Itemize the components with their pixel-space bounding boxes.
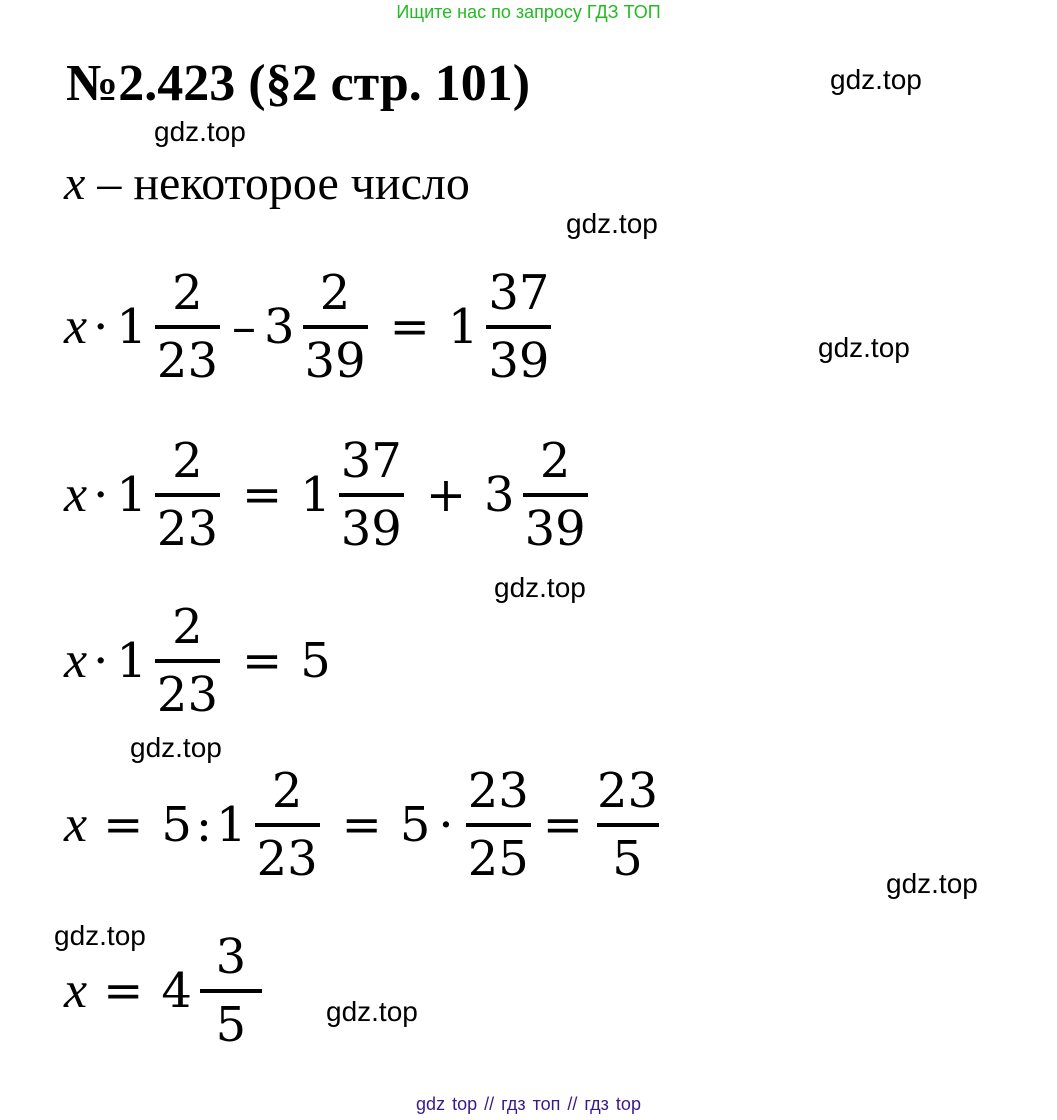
watermark: gdz.top [494, 572, 586, 603]
watermark: gdz.top [818, 332, 910, 363]
denominator: 23 [155, 659, 220, 719]
fraction [519, 433, 592, 557]
watermark: gdz.top [154, 116, 246, 147]
denominator: 39 [303, 325, 368, 385]
denominator: 23 [255, 823, 320, 883]
equation-4 [64, 760, 666, 890]
fraction [591, 763, 664, 887]
watermark: gdz.top [54, 920, 146, 951]
numerator: 37 [488, 265, 550, 321]
denominator: 39 [523, 493, 588, 553]
denominator: 39 [486, 325, 551, 385]
variable-x: x [64, 632, 88, 689]
result-value: 5 [300, 633, 331, 689]
fraction [196, 929, 266, 1053]
fraction [335, 433, 408, 557]
search-banner: Ищите нас по запросу ГДЗ ТОП [396, 2, 661, 22]
footer-links: gdz top // гдз топ // гдз top [416, 1094, 641, 1114]
equation-1 [64, 262, 557, 392]
denominator: 5 [597, 823, 659, 883]
equation-3 [64, 596, 333, 726]
variable-x: x [64, 796, 88, 853]
fraction [151, 433, 224, 557]
multiply-sign: · [438, 797, 454, 853]
whole-part: 1 [116, 467, 147, 523]
equation-2 [64, 430, 594, 560]
intro-line [64, 157, 470, 210]
whole-part: 3 [263, 299, 295, 355]
plus-sign: + [425, 467, 467, 523]
fraction [251, 763, 324, 887]
numerator: 2 [172, 433, 203, 489]
whole-part: 3 [484, 467, 515, 523]
equals-sign: = [241, 467, 283, 523]
equals-sign: = [341, 797, 382, 853]
multiply-sign: · [93, 467, 109, 523]
watermark: gdz.top [326, 996, 418, 1027]
whole-part: 1 [300, 467, 331, 523]
watermark: gdz.top [566, 208, 658, 239]
denominator: 23 [155, 325, 220, 385]
fraction [299, 265, 372, 389]
whole-part: 1 [447, 299, 479, 355]
whole-part: 1 [116, 299, 147, 355]
variable-x: x [64, 298, 88, 355]
equals-sign: = [103, 797, 144, 853]
equals-sign: = [389, 299, 430, 355]
factor: 5 [399, 797, 431, 853]
variable-x: x [64, 157, 86, 210]
numerator: 37 [340, 433, 402, 489]
variable-x: x [64, 962, 88, 1019]
multiply-sign: · [93, 633, 109, 689]
equals-sign: = [542, 797, 583, 853]
denominator: 25 [466, 823, 531, 883]
fraction [151, 265, 224, 389]
numerator: 23 [596, 763, 659, 819]
numerator: 2 [271, 763, 303, 819]
multiply-sign: · [93, 299, 109, 355]
dividend: 5 [161, 797, 192, 853]
division-colon: : [195, 797, 213, 853]
fraction [462, 763, 535, 887]
whole-part: 1 [216, 797, 247, 853]
denominator: 39 [339, 493, 404, 553]
numerator: 23 [467, 763, 529, 819]
watermark: gdz.top [130, 732, 222, 763]
watermark: gdz.top [886, 868, 978, 899]
equals-sign: = [241, 633, 283, 689]
denominator: 5 [200, 989, 262, 1049]
fraction [482, 265, 555, 389]
whole-part: 1 [116, 633, 147, 689]
numerator: 2 [172, 599, 203, 655]
denominator: 23 [155, 493, 220, 553]
minus-sign: – [231, 299, 256, 355]
equals-sign: = [103, 963, 144, 1019]
problem-title: №2.423 (§2 стр. 101) [66, 55, 531, 112]
numerator: 3 [215, 929, 247, 985]
fraction [151, 599, 224, 723]
intro-text: – некоторое число [85, 157, 470, 210]
watermark: gdz.top [830, 64, 922, 95]
variable-x: x [64, 466, 88, 523]
numerator: 2 [172, 265, 203, 321]
numerator: 2 [539, 433, 571, 489]
numerator: 2 [319, 265, 351, 321]
whole-part: 4 [161, 963, 192, 1019]
